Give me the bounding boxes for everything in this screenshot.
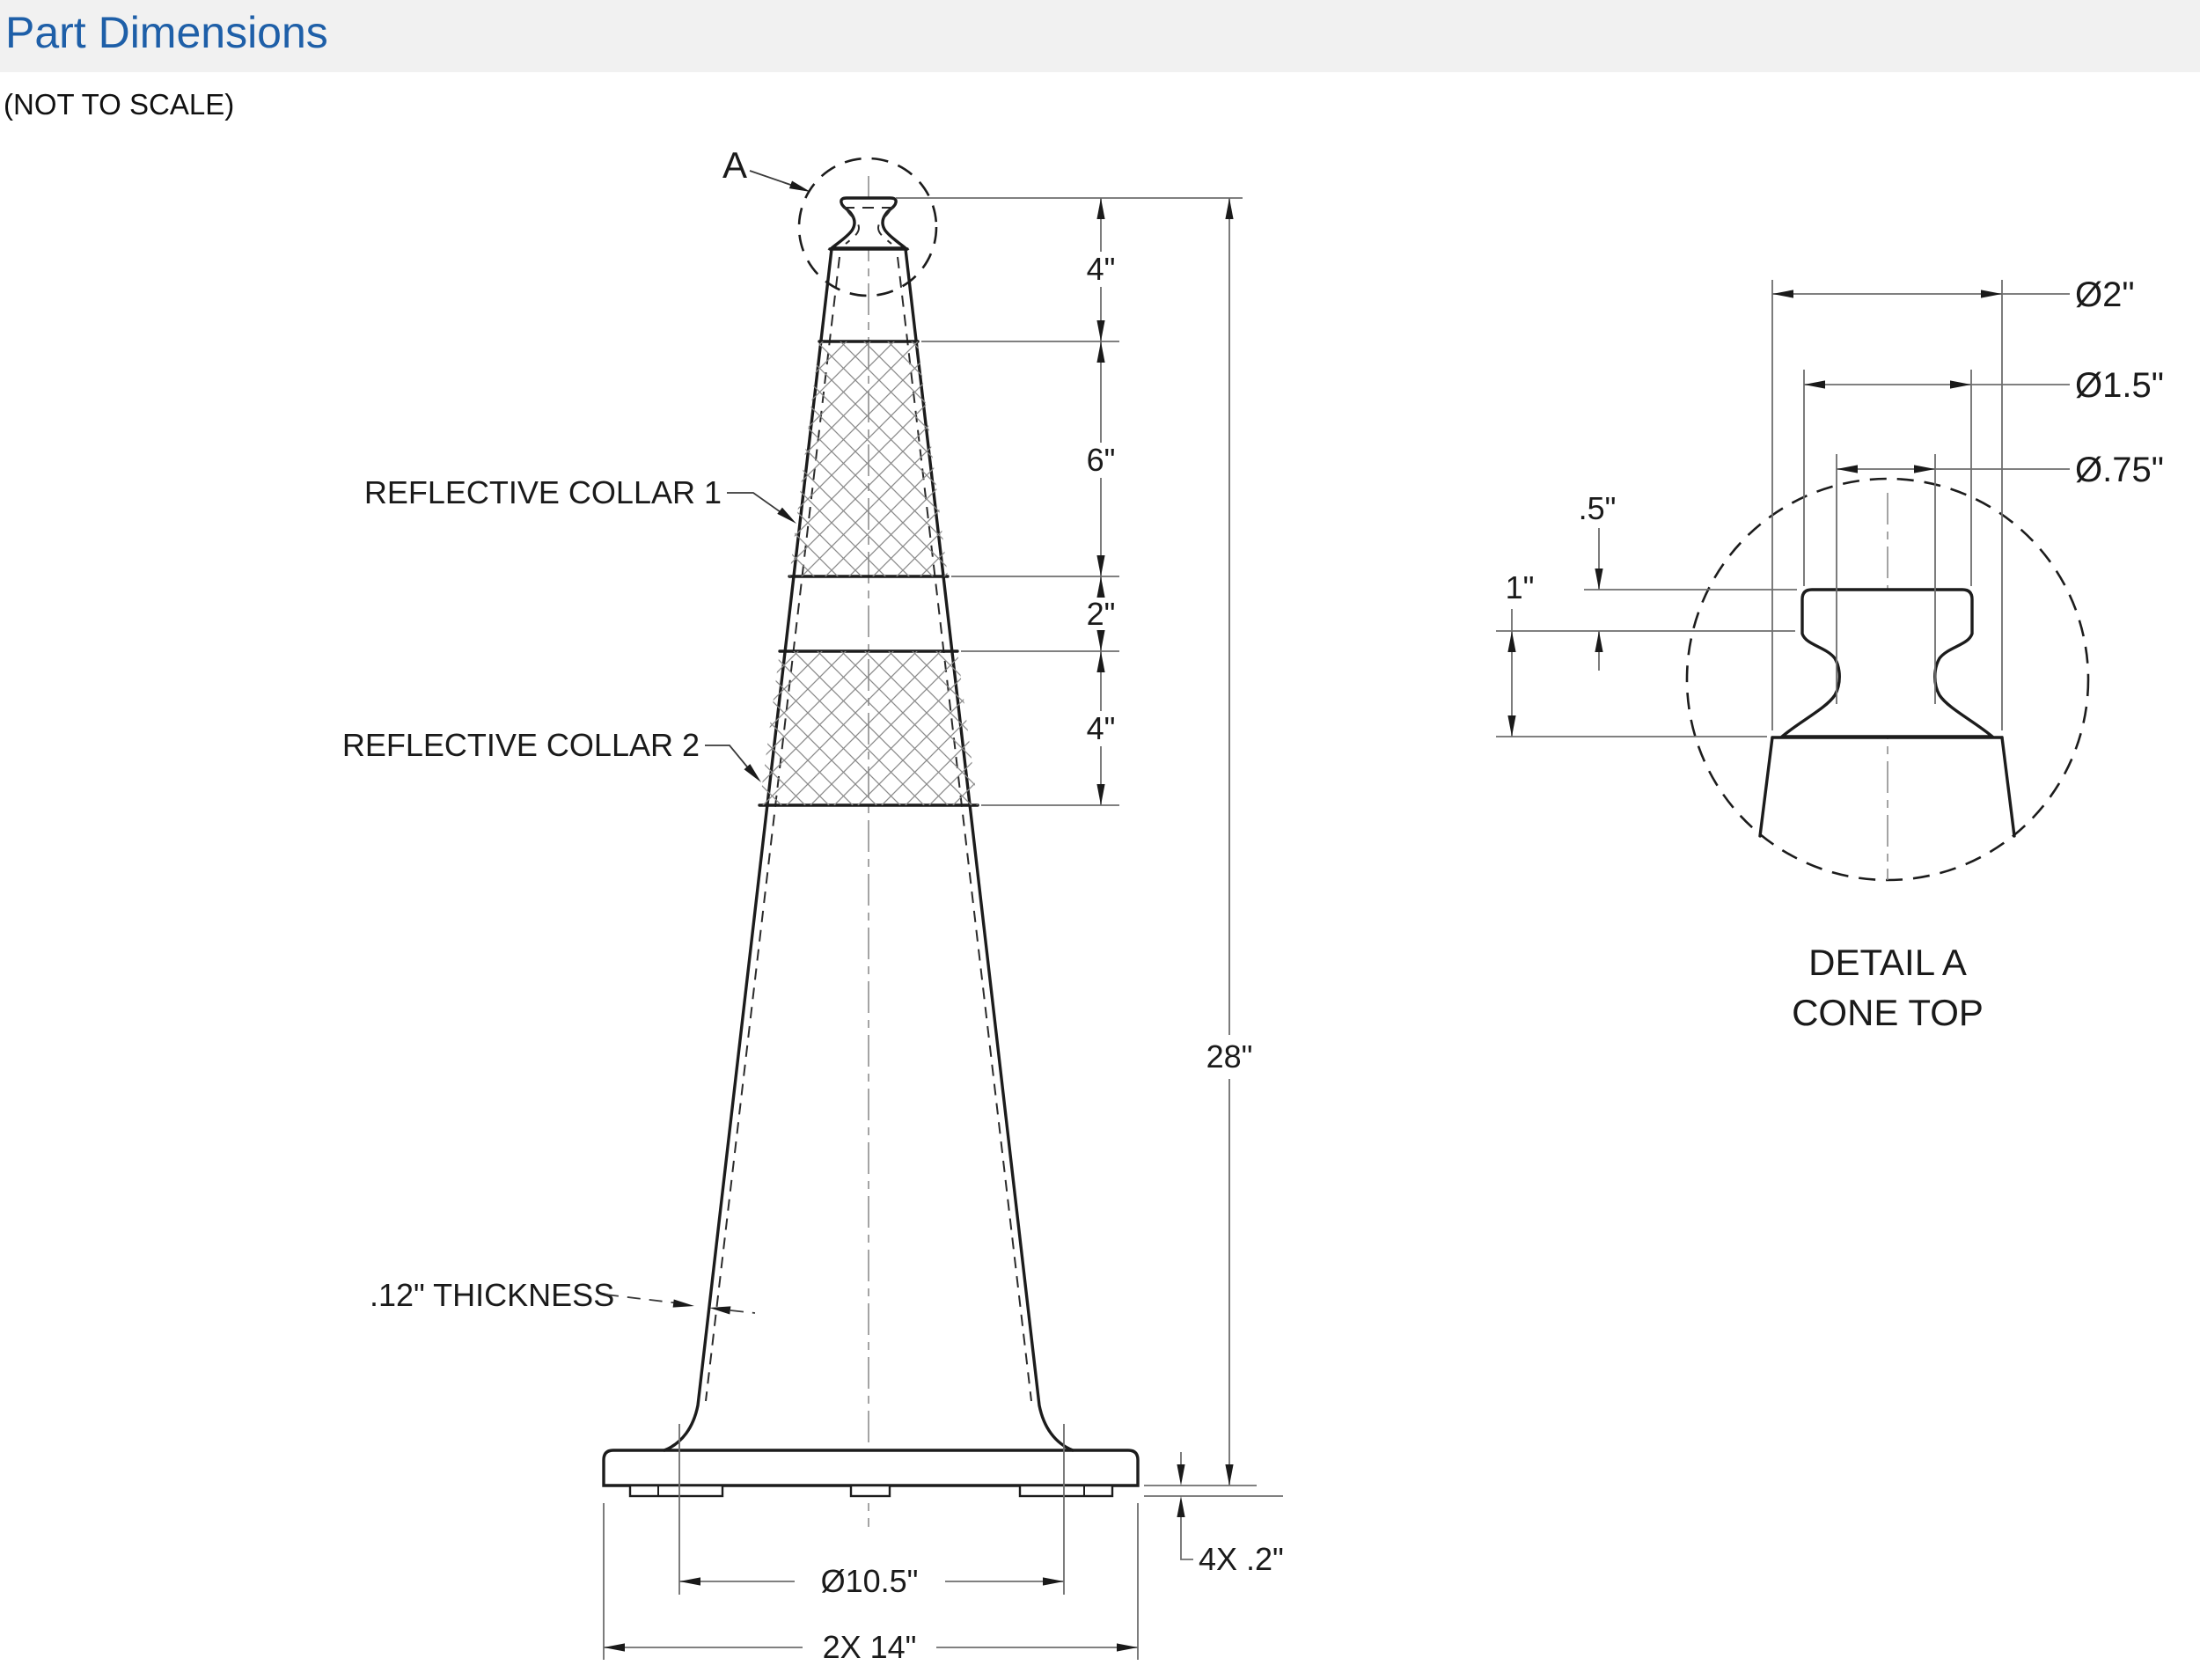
page-title: Part Dimensions	[5, 8, 328, 57]
reflective-collar-2-hatch	[759, 651, 978, 805]
detail-diameter-dimensions	[1772, 275, 2164, 489]
cone-tip	[830, 198, 907, 249]
collar1-label: REFLECTIVE COLLAR 1	[363, 474, 722, 510]
dim-base-width: 2X 14"	[822, 1629, 917, 1665]
feet-dimension	[1144, 1452, 1284, 1577]
detail-caption-line1: DETAIL A	[1808, 942, 1967, 983]
cone-left-edge	[664, 249, 832, 1450]
scale-note: (NOT TO SCALE)	[4, 88, 235, 121]
dim-waist-diameter: Ø.75"	[2075, 451, 2164, 489]
detail-cap-height-dimension	[1579, 490, 1617, 671]
detail-caption-line2: CONE TOP	[1792, 992, 1984, 1033]
dim-feet: 4X .2"	[1199, 1541, 1284, 1577]
dim-base-diameter: Ø10.5"	[820, 1563, 919, 1599]
dim-collar2: 4"	[1086, 710, 1116, 746]
cone-right-edge	[906, 249, 1073, 1450]
thickness-leader	[605, 1295, 679, 1303]
dim-cap-height: .5"	[1578, 490, 1617, 526]
collar2-label: REFLECTIVE COLLAR 2	[341, 727, 700, 763]
detail-view	[1496, 275, 2164, 1033]
dim-outer-diameter: Ø2"	[2075, 275, 2135, 314]
total-height-dimension	[1206, 198, 1253, 1486]
dim-cap-diameter: Ø1.5"	[2075, 366, 2164, 405]
dim-neck-height: 1"	[1505, 569, 1535, 605]
detail-neck-height-dimension	[1506, 569, 1535, 737]
dim-collar1: 6"	[1086, 442, 1116, 478]
base-feet	[630, 1486, 1112, 1496]
dimension-stack	[1087, 198, 1116, 805]
detail-cone-top-shape	[1760, 590, 2014, 836]
dim-total-height: 28"	[1206, 1038, 1253, 1075]
thickness-label: .12" THICKNESS	[370, 1277, 615, 1313]
dim-gap: 2"	[1086, 596, 1116, 632]
base-plate	[604, 1450, 1138, 1486]
main-view	[342, 144, 1284, 1665]
reflective-collar-1-hatch	[789, 341, 948, 576]
dim-top-section: 4"	[1086, 251, 1116, 287]
callout-label: A	[722, 144, 748, 186]
